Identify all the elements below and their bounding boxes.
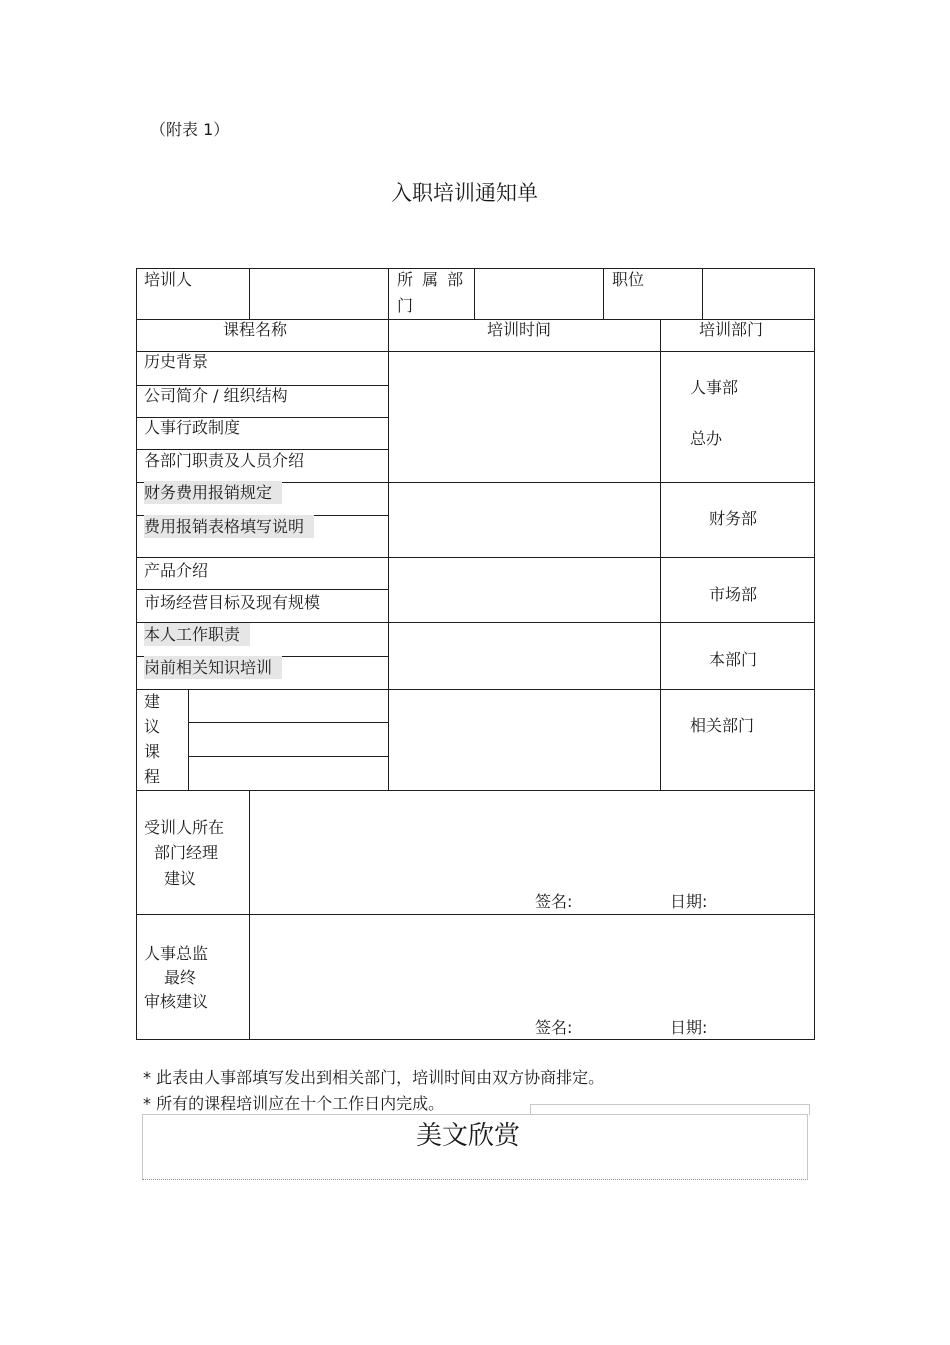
dept-related: 相关部门 bbox=[690, 716, 755, 735]
dept-hr: 人事部 bbox=[690, 378, 739, 397]
hr-label-line: 最终 bbox=[164, 968, 197, 987]
note-line: * 所有的课程培训应在十个工作日内完成。 bbox=[143, 1094, 445, 1113]
note-line: * 此表由人事部填写发出到相关部门，培训时间由双方协商排定。 bbox=[143, 1068, 605, 1087]
department-label: 所 属 部 bbox=[397, 270, 466, 289]
training-dept-header: 培训部门 bbox=[699, 320, 764, 339]
training-time-header: 培训时间 bbox=[487, 320, 552, 339]
manager-label-line: 部门经理 bbox=[154, 843, 219, 862]
hr-label-line: 人事总监 bbox=[144, 944, 209, 963]
dept-marketing: 市场部 bbox=[709, 585, 758, 604]
hr-label-line: 审核建议 bbox=[144, 992, 209, 1011]
department-label-cont: 门 bbox=[397, 296, 414, 315]
dept-general-office: 总办 bbox=[690, 429, 723, 448]
course-name-header: 课程名称 bbox=[223, 320, 288, 339]
banner-title: 美文欣赏 bbox=[416, 1121, 521, 1151]
manager-date-label: 日期: bbox=[670, 892, 708, 911]
appendix-label: （附表 1） bbox=[150, 120, 230, 139]
manager-label-line: 建议 bbox=[164, 869, 197, 888]
trainee-label: 培训人 bbox=[144, 270, 193, 289]
course-item: 产品介绍 bbox=[144, 561, 209, 580]
form-title: 入职培训通知单 bbox=[391, 181, 538, 205]
course-item: 人事行政制度 bbox=[144, 418, 241, 437]
position-label: 职位 bbox=[612, 270, 645, 289]
suggested-char: 建 bbox=[144, 692, 161, 711]
course-item: 公司简介 / 组织结构 bbox=[144, 386, 288, 405]
hr-date-label: 日期: bbox=[670, 1018, 708, 1037]
suggested-char: 议 bbox=[144, 717, 161, 736]
dept-finance: 财务部 bbox=[709, 509, 758, 528]
course-item: 费用报销表格填写说明 bbox=[144, 515, 314, 538]
course-item: 岗前相关知识培训 bbox=[144, 656, 282, 679]
suggested-char: 程 bbox=[144, 767, 161, 786]
hr-sign-label: 签名: bbox=[535, 1018, 573, 1037]
course-item: 财务费用报销规定 bbox=[144, 481, 282, 504]
course-item: 市场经营目标及现有规模 bbox=[144, 593, 321, 612]
manager-sign-label: 签名: bbox=[535, 892, 573, 911]
course-item: 各部门职责及人员介绍 bbox=[144, 451, 305, 470]
course-item: 本人工作职责 bbox=[144, 623, 250, 646]
suggested-char: 课 bbox=[144, 742, 161, 761]
manager-label-line: 受训人所在 bbox=[144, 818, 225, 837]
dept-own: 本部门 bbox=[709, 650, 758, 669]
course-item: 历史背景 bbox=[144, 352, 209, 371]
